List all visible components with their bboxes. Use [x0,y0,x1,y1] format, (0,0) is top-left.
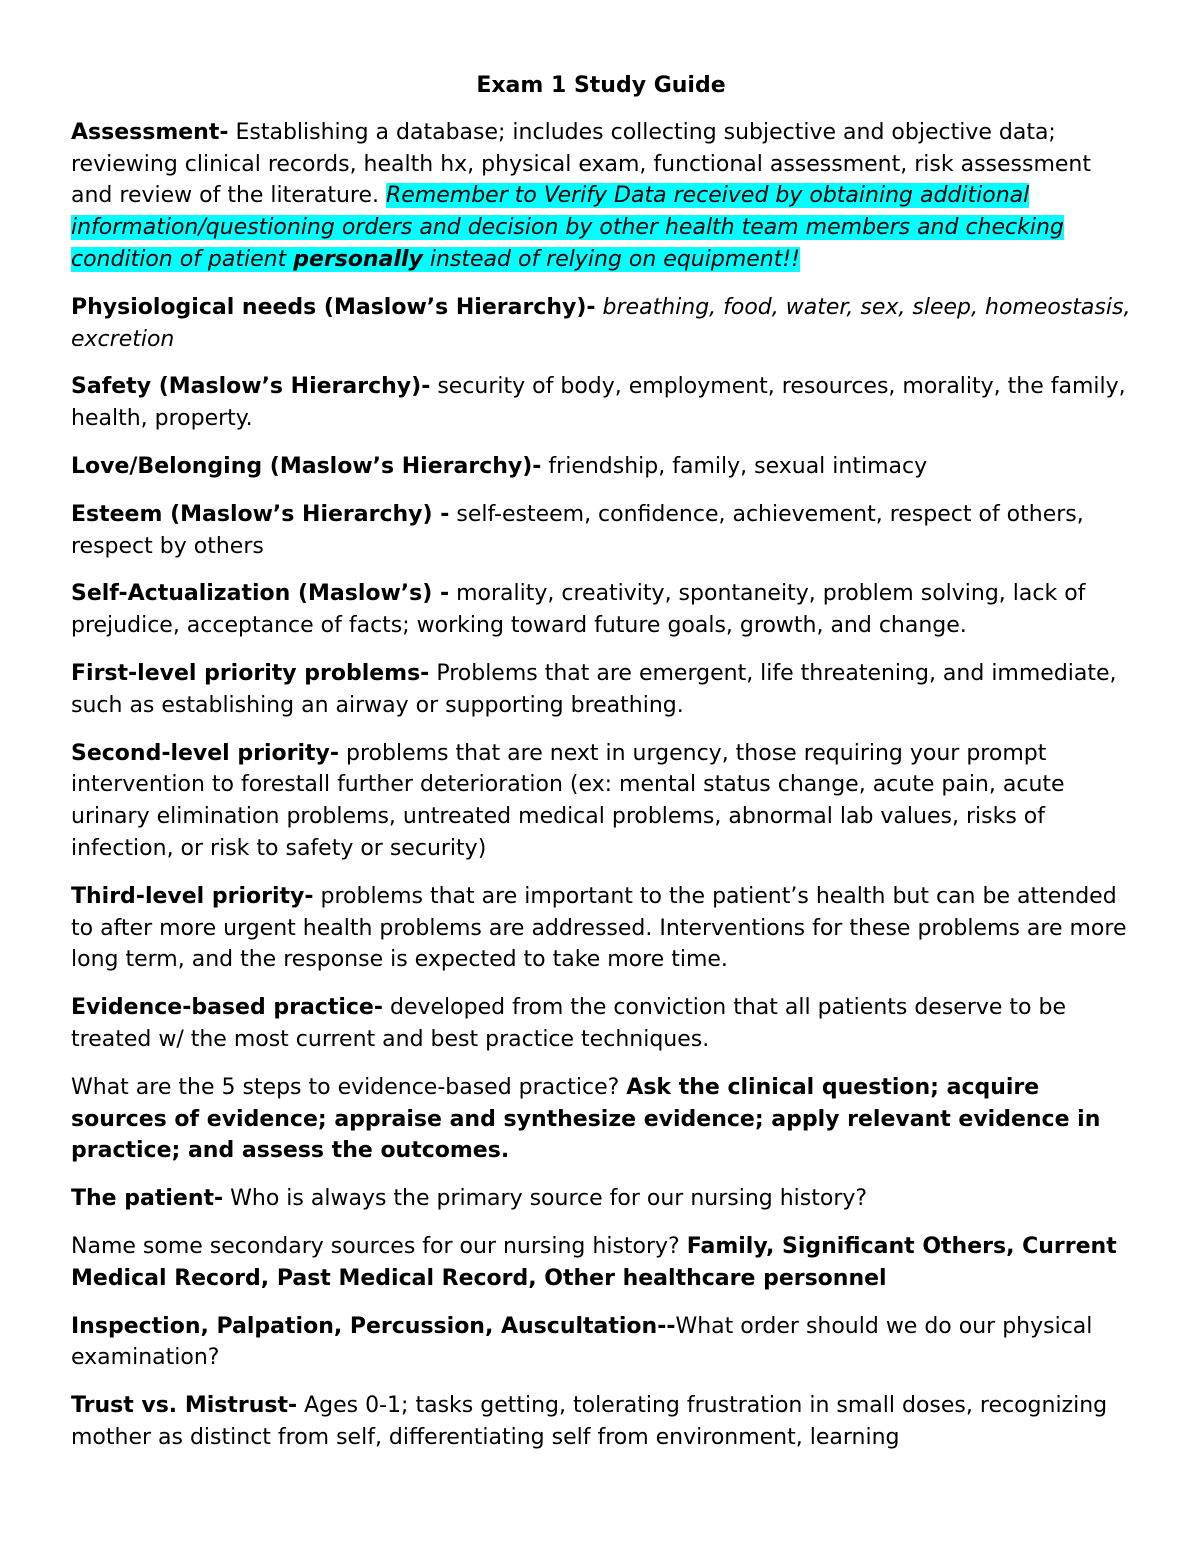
assessment-paragraph [71,117,1131,276]
patient-text: Who is always the primary source for our nursing history? [223,1186,868,1212]
patient-term: The patient- [71,1186,224,1212]
five-steps-paragraph [71,1072,1131,1167]
exam-order-term: Inspection, Palpation, Percussion, Auscultation-- [71,1313,676,1339]
five-steps-question: What are the 5 steps to evidence-based practice? [71,1074,627,1100]
love-term: Love/Belonging (Maslow’s Hierarchy)- [71,453,542,479]
esteem-text: self-esteem, confidence, achievement, respect of others, respect by others [71,501,1084,559]
safety-paragraph [71,371,1131,435]
second-level-term: Second-level priority- [71,740,340,766]
first-level-paragraph [71,658,1131,722]
five-steps-answer: Ask the clinical question; acquire sources of evidence; appraise and synthesize evidence; apply relevant evidence in practice; and assess the outcomes. [71,1074,1101,1164]
physiological-term: Physiological needs (Maslow’s Hierarchy)- [71,294,596,320]
third-level-paragraph [71,881,1131,976]
secondary-sources-question: Name some secondary sources for our nursing history? [71,1233,687,1259]
secondary-sources-paragraph [71,1231,1131,1295]
study-guide-page [71,70,1131,1470]
safety-term: Safety (Maslow’s Hierarchy)- [71,374,431,400]
self-actualization-paragraph [71,578,1131,642]
evidence-based-paragraph [71,992,1131,1056]
document-title: Exam 1 Study Guide [476,73,726,98]
esteem-paragraph [71,499,1131,563]
patient-paragraph [71,1183,1131,1215]
third-level-term: Third-level priority- [71,883,314,909]
safety-text: security of body, employment, resources, morality, the family, health, property. [71,374,1126,432]
physiological-paragraph [71,292,1131,356]
first-level-term: First-level priority problems- [71,660,430,686]
first-level-text: Problems that are emergent, life threatening, and immediate, such as establishing an airway or supporting breathing. [71,660,1117,718]
esteem-term: Esteem (Maslow’s Hierarchy) - [71,501,450,527]
physiological-text: breathing, food, water, sex, sleep, homeostasis, excretion [71,294,1131,352]
exam-order-text: What order should we do our physical examination? [71,1313,1093,1371]
secondary-sources-answer: Family, Significant Others, Current Medical Record, Past Medical Record, Other healthcare personnel [71,1233,1117,1291]
exam-order-paragraph [71,1311,1131,1375]
assessment-term: Assessment- [71,119,229,145]
self-actualization-term: Self-Actualization (Maslow’s) - [71,581,450,607]
assessment-highlight-a: Remember to Verify Data received by obtaining additional information/questioning orders and decision by other health team members and checking condition of patient [71,183,1064,272]
trust-term: Trust vs. Mistrust- [71,1393,298,1419]
love-paragraph [71,451,1131,483]
assessment-text: Establishing a database; includes collecting subjective and objective data; reviewing clinical records, health hx, physical exam, functional assessment, risk assessment and review of the literature. [71,119,1091,209]
evidence-based-text: developed from the conviction that all patients deserve to be treated w/ the most current and best practice techniques. [71,995,1067,1052]
second-level-paragraph [71,738,1131,865]
assessment-highlight-bold: personally [293,246,423,272]
love-text: friendship, family, sexual intimacy [541,453,928,479]
assessment-highlight-b: instead of relying on equipment!! [422,246,801,272]
self-actualization-text: morality, creativity, spontaneity, problem solving, lack of prejudice, acceptance of facts; working toward future goals, growth, and change. [71,581,1086,639]
third-level-text: problems that are important to the patient’s health but can be attended to after more urgent health problems are addressed. Interventions for these problems are more long term, and the response is expected to take more time. [71,883,1127,973]
evidence-based-term: Evidence-based practice- [71,995,383,1021]
trust-text: Ages 0-1; tasks getting, tolerating frustration in small doses, recognizing mother as distinct from self, differentiating self from environment, learning [71,1393,1108,1450]
trust-paragraph [71,1390,1131,1454]
second-level-text: problems that are next in urgency, those requiring your prompt intervention to forestall further deterioration (ex: mental status change, acute pain, acute urinary elimination problems, untreated medical problems, abnormal lab values, risks of infection, or risk to safety or security) [71,740,1065,861]
